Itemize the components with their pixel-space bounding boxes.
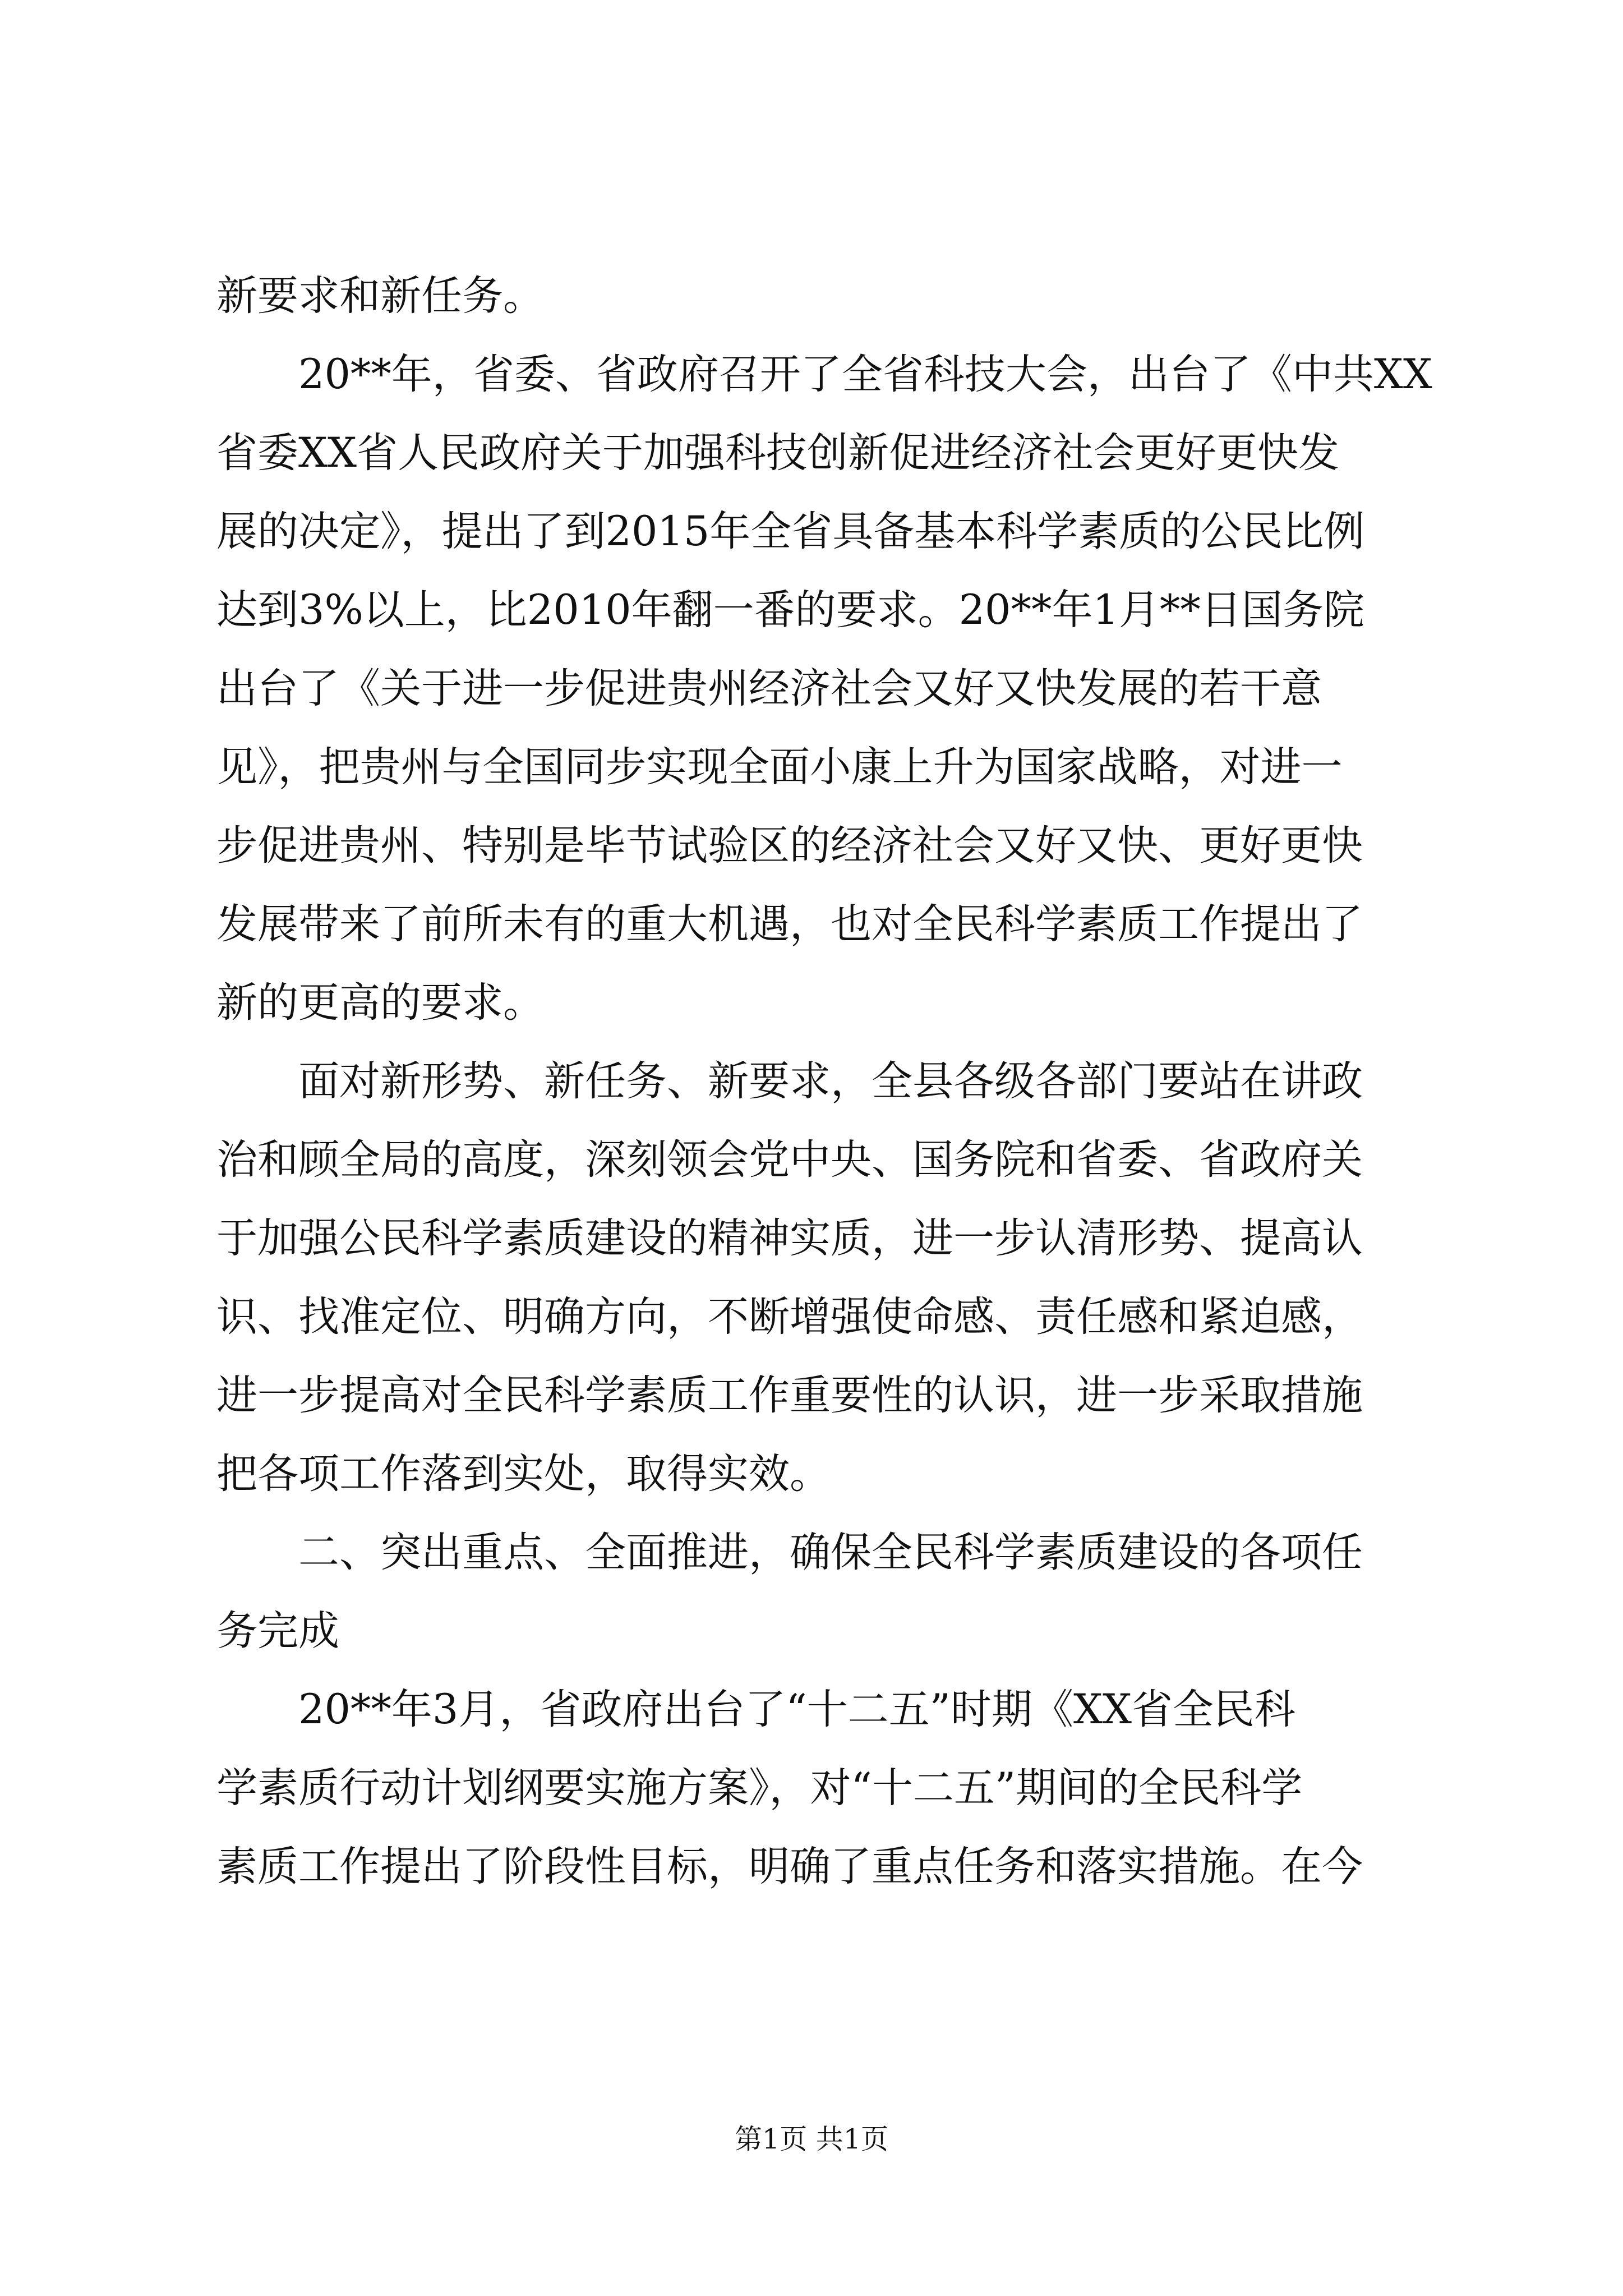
body-line: 达到3%以上，比2010年翻一番的要求。20**年1月**日国务院 (216, 586, 1364, 634)
body-line: 20**年，省委、省政府召开了全省科技大会，出台了《中共XX (216, 351, 1432, 398)
body-line: 出台了《关于进一步促进贵州经济社会又好又快发展的若干意 (216, 665, 1322, 712)
body-line: 治和顾全局的高度，深刻领会党中央、国务院和省委、省政府关 (216, 1136, 1363, 1184)
body-line: 学素质行动计划纲要实施方案》，对“十二五”期间的全民科学 (216, 1764, 1303, 1812)
section-heading-line: 二、突出重点、全面推进，确保全民科学素质建设的各项任 (216, 1529, 1363, 1576)
body-line: 把各项工作落到实处，取得实效。 (216, 1450, 831, 1498)
body-line: 步促进贵州、特别是毕节试验区的经济社会又好又快、更好更快 (216, 822, 1363, 869)
body-line: 省委XX省人民政府关于加强科技创新促进经济社会更好更快发 (216, 429, 1339, 477)
body-line: 于加强公民科学素质建设的精神实质，进一步认清形势、提高认 (216, 1214, 1363, 1262)
body-line: 20**年3月，省政府出台了“十二五”时期《XX省全民科 (216, 1686, 1295, 1733)
body-line: 新的更高的要求。 (216, 979, 544, 1027)
body-line: 新要求和新任务。 (216, 272, 544, 320)
section-heading-line: 务完成 (216, 1607, 339, 1655)
body-line: 见》，把贵州与全国同步实现全面小康上升为国家战略，对进一 (216, 743, 1343, 791)
body-line: 素质工作提出了阶段性目标，明确了重点任务和落实措施。在今 (216, 1843, 1363, 1890)
body-line: 进一步提高对全民科学素质工作重要性的认识，进一步采取措施 (216, 1372, 1363, 1419)
body-line: 发展带来了前所未有的重大机遇，也对全民科学素质工作提出了 (216, 900, 1363, 948)
body-line: 面对新形势、新任务、新要求，全县各级各部门要站在讲政 (216, 1057, 1363, 1105)
page-number-footer: 第1页 共1页 (735, 2123, 888, 2155)
body-line: 展的决定》，提出了到2015年全省具备基本科学素质的公民比例 (216, 508, 1365, 555)
body-line: 识、找准定位、明确方向，不断增强使命感、责任感和紧迫感， (216, 1293, 1363, 1341)
